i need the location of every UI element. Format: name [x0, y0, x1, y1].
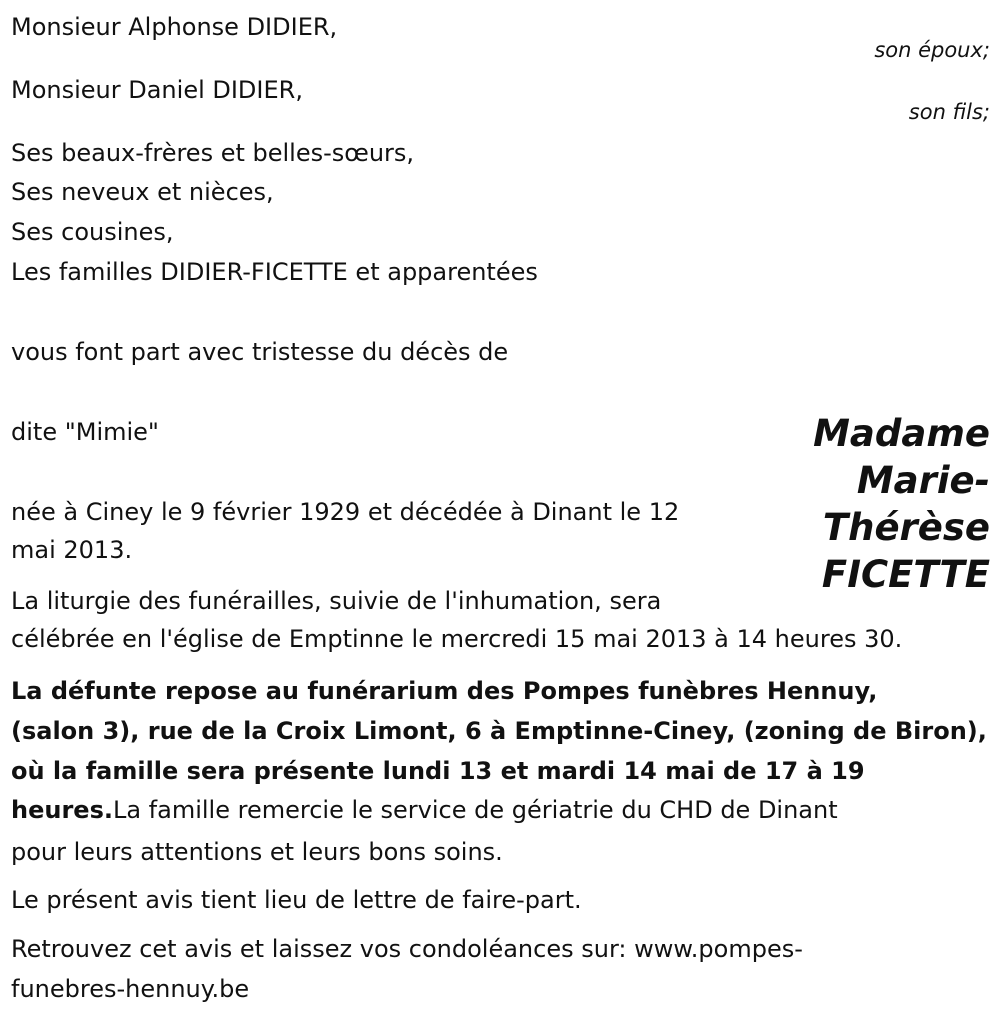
thanks-line [11, 790, 838, 830]
visitation-hours-end: heures. [11, 796, 113, 824]
nickname-text: dite "Mimie" [11, 418, 159, 446]
deceased-name-line: Madame [813, 412, 990, 455]
condolences-link: funebres-hennuy.be [11, 975, 250, 1003]
son-name: Monsieur Daniel DIDIER, [11, 76, 303, 104]
relatives-line: Les familles DIDIER-FICETTE et apparentées [11, 258, 538, 286]
son-role: son fils; [908, 100, 990, 124]
visitation-text: (salon 3), rue de la Croix Limont, 6 à Emptinne-Ciney, (zoning de Biron), [11, 717, 987, 745]
thanks-text: pour leurs attentions et leurs bons soins. [11, 838, 503, 866]
condolences-text: Retrouvez cet avis et laissez vos condoléances sur: www.pompes- [11, 935, 803, 963]
funeral-text: La liturgie des funérailles, suivie de l'inhumation, sera [11, 587, 662, 615]
thanks-text: La famille remercie le service de gériatrie du CHD de Dinant [112, 796, 838, 824]
relatives-line: Ses cousines, [11, 218, 174, 246]
spouse-name: Monsieur Alphonse DIDIER, [11, 13, 338, 41]
deceased-name-line: FICETTE [821, 553, 990, 596]
relatives-line: Ses beaux-frères et belles-sœurs, [11, 139, 415, 167]
deceased-name-line: Marie- [856, 459, 990, 502]
visitation-text: où la famille sera présente lundi 13 et mardi 14 mai de 17 à 19 [11, 757, 865, 785]
announcement-text: vous font part avec tristesse du décès de [11, 338, 509, 366]
deceased-name [813, 410, 990, 598]
birth-death-text: née à Ciney le 9 février 1929 et décédée à Dinant le 12 [11, 498, 680, 526]
birth-death-text: mai 2013. [11, 536, 133, 564]
deceased-name-line: Thérèse [822, 506, 990, 549]
visitation-text: La défunte repose au funérarium des Pompes funèbres Hennuy, [11, 677, 878, 705]
relatives-line: Ses neveux et nièces, [11, 178, 274, 206]
spouse-role: son époux; [874, 38, 990, 62]
funeral-text: célébrée en l'église de Emptinne le mercredi 15 mai 2013 à 14 heures 30. [11, 625, 903, 653]
notice-text: Le présent avis tient lieu de lettre de faire-part. [11, 886, 582, 914]
